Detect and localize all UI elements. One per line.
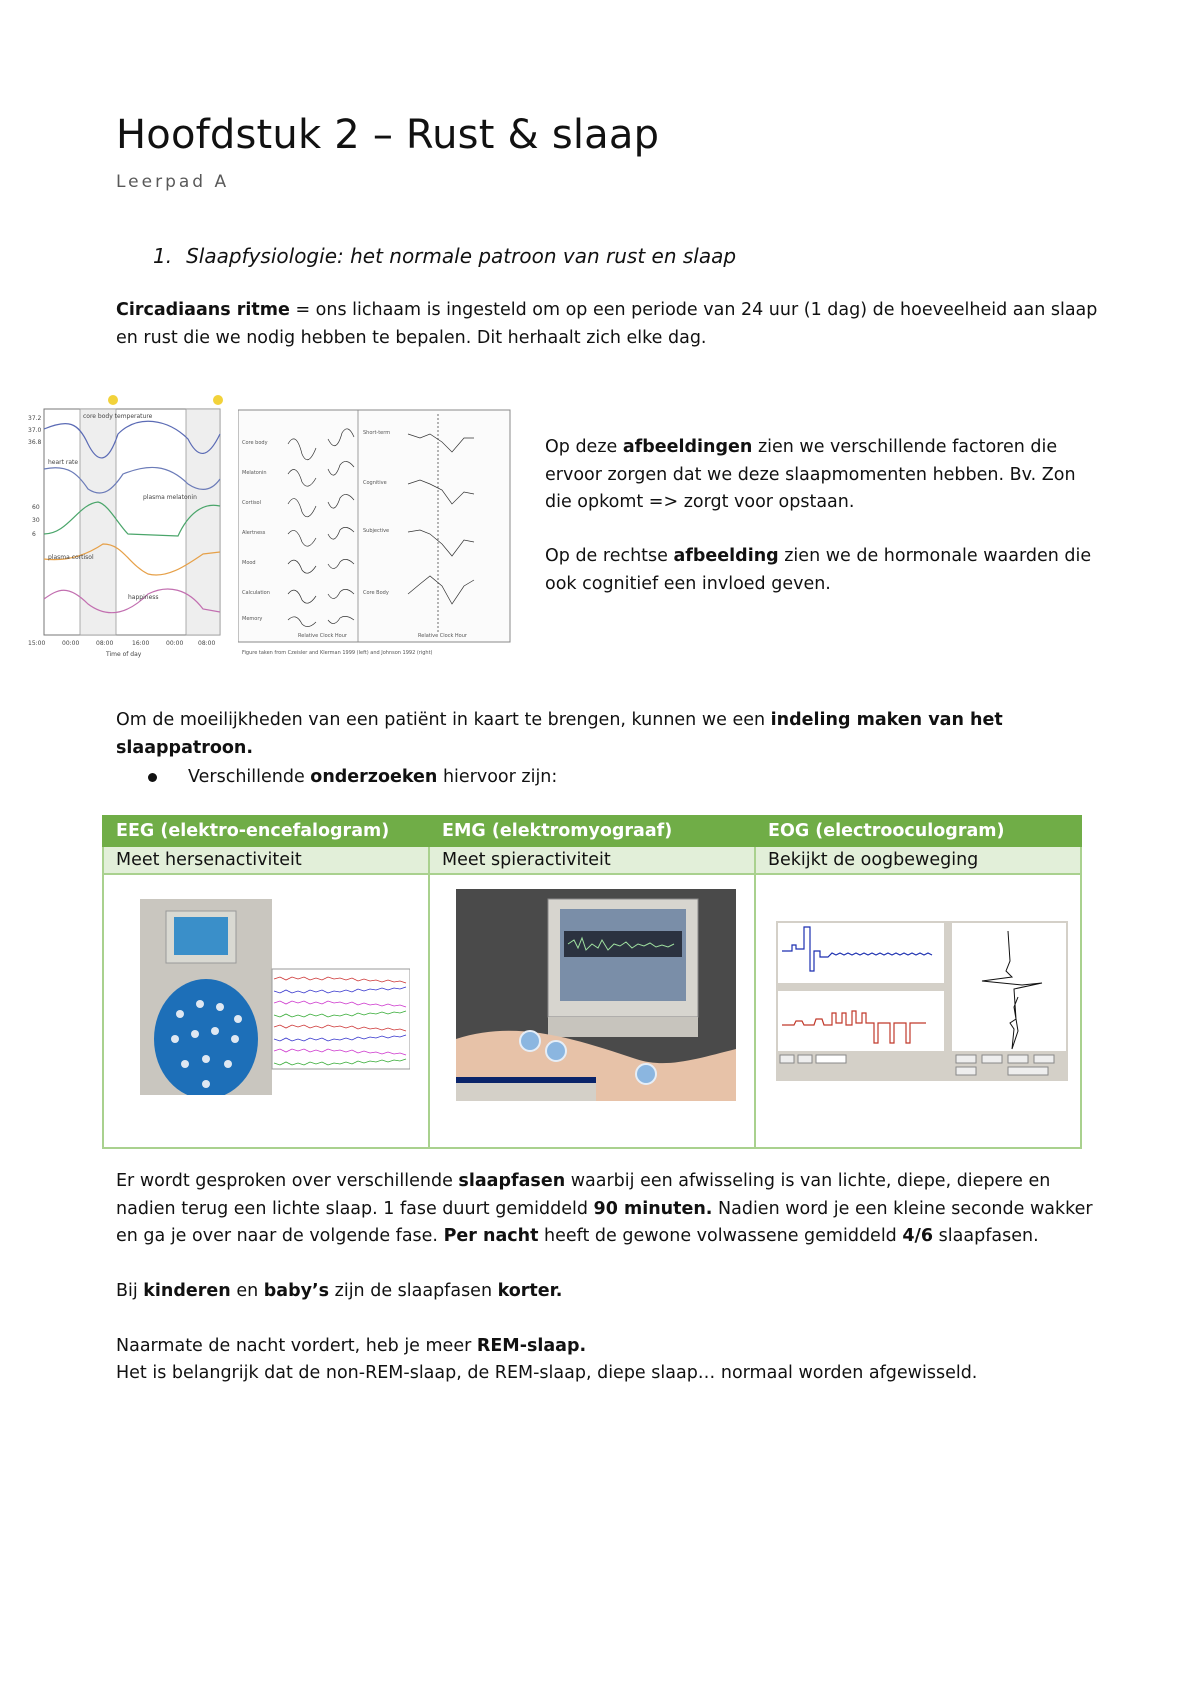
- table-cell-eeg-image: [103, 874, 429, 1148]
- svg-text:Memory: Memory: [242, 616, 263, 622]
- svg-text:60: 60: [32, 504, 40, 511]
- svg-text:Core body: Core body: [242, 440, 268, 446]
- svg-text:00:00: 00:00: [166, 640, 184, 647]
- svg-text:Core Body: Core Body: [363, 590, 389, 596]
- svg-text:Alertness: Alertness: [242, 530, 266, 536]
- table-header-eog: EOG (electrooculogram): [755, 816, 1081, 846]
- table-header-row: [103, 816, 1081, 846]
- eeg-photo: [140, 899, 410, 1095]
- svg-text:heart rate: heart rate: [48, 459, 79, 466]
- rem-line-2: Het is belangrijk dat de non-REM-slaap, de REM-slaap, diepe slaap… normaal worden afgewisseld.: [116, 1363, 978, 1383]
- table-cell-emg-image: [429, 874, 755, 1148]
- table-row: [103, 874, 1081, 1148]
- table-cell-emg-desc: Meet spieractiviteit: [429, 846, 755, 874]
- svg-text:30: 30: [32, 517, 40, 524]
- svg-text:Relative Clock Hour: Relative Clock Hour: [298, 633, 347, 639]
- svg-text:16:00: 16:00: [132, 640, 150, 647]
- svg-text:6: 6: [32, 531, 36, 538]
- svg-text:Time of day: Time of day: [106, 651, 142, 658]
- svg-text:37.0: 37.0: [28, 427, 42, 434]
- table-cell-eog-image: [755, 874, 1081, 1148]
- table-cell-eog-desc: Bekijkt de oogbeweging: [755, 846, 1081, 874]
- section-heading: [153, 244, 736, 268]
- section-title: Slaapfysiologie: het normale patroon van rust en slaap: [186, 244, 737, 268]
- bullet-icon: [148, 773, 157, 782]
- figure-caption-1: Op deze afbeeldingen zien we verschillende factoren die ervoor zorgen dat we deze slaapmomenten hebben. Bv. Zon die opkomt => zorgt voor opstaan.: [545, 437, 1076, 512]
- svg-text:Figure taken from Czeisler and: Figure taken from Czeisler and Klerman 1999 (left) and Johnson 1992 (right): [242, 650, 433, 656]
- svg-text:15:00: 15:00: [28, 640, 46, 647]
- page-title: Hoofdstuk 2 – Rust & slaap: [116, 112, 660, 158]
- table-row: [103, 846, 1081, 874]
- svg-text:Calculation: Calculation: [242, 590, 270, 596]
- intro-paragraph: [116, 297, 1106, 352]
- svg-text:plasma cortisol: plasma cortisol: [48, 554, 94, 561]
- svg-text:08:00: 08:00: [198, 640, 216, 647]
- svg-text:Short-term: Short-term: [363, 430, 391, 436]
- classification-paragraph: Om de moeilijkheden van een patiënt in kaart te brengen, kunnen we een indeling maken van het slaappatroon.: [116, 710, 1003, 758]
- section-number: 1.: [153, 244, 173, 268]
- hormonal-chart-image: [238, 384, 520, 659]
- eog-screenshot: [776, 921, 1068, 1081]
- svg-text:37.2: 37.2: [28, 415, 42, 422]
- exam-table: [102, 815, 1082, 1149]
- figure-caption-2: Op de rechtse afbeelding zien we de hormonale waarden die ook cognitief een invloed geven.: [545, 546, 1092, 594]
- table-header-eeg: EEG (elektro-encefalogram): [103, 816, 429, 846]
- svg-text:Mood: Mood: [242, 560, 256, 566]
- svg-text:Cortisol: Cortisol: [242, 500, 262, 506]
- circadian-chart-image: [28, 384, 223, 659]
- svg-text:00:00: 00:00: [62, 640, 80, 647]
- svg-text:Melatonin: Melatonin: [242, 470, 267, 476]
- rem-paragraph: Naarmate de nacht vordert, heb je meer REM-slaap.: [116, 1336, 587, 1356]
- intro-term: Circadiaans ritme: [116, 300, 290, 320]
- svg-text:36.8: 36.8: [28, 439, 42, 446]
- children-paragraph: Bij kinderen en baby’s zijn de slaapfasen korter.: [116, 1281, 563, 1301]
- table-header-emg: EMG (elektromyograaf): [429, 816, 755, 846]
- bullet-text: Verschillende onderzoeken hiervoor zijn:: [188, 767, 558, 787]
- sun-icon: [108, 395, 118, 405]
- emg-photo: [456, 889, 736, 1101]
- table-cell-eeg-desc: Meet hersenactiviteit: [103, 846, 429, 874]
- svg-text:happiness: happiness: [128, 594, 159, 601]
- intro-text: = ons lichaam is ingesteld om op een periode van 24 uur (1 dag) de hoeveelheid aan slaap en rust die we nodig hebben te bepalen. Dit herhaalt zich elke dag.: [116, 300, 1098, 348]
- sun-icon: [213, 395, 223, 405]
- svg-text:Cognitive: Cognitive: [363, 480, 387, 486]
- svg-text:Relative Clock Hour: Relative Clock Hour: [418, 633, 467, 639]
- sleep-phases-paragraph: Er wordt gesproken over verschillende slaapfasen waarbij een afwisseling is van lichte, diepe, diepere en nadien terug een lichte slaap. 1 fase duurt gemiddeld 90 minuten. Nadien word je een kleine seconde wakker en ga je over naar de volgende fase. Per nacht heeft de gewone volwassene gemiddeld 4/6 slaapfasen.: [116, 1171, 1093, 1246]
- svg-text:plasma melatonin: plasma melatonin: [143, 494, 197, 501]
- svg-text:Subjective: Subjective: [363, 528, 390, 534]
- svg-text:core body temperature: core body temperature: [83, 413, 153, 420]
- svg-text:08:00: 08:00: [96, 640, 114, 647]
- page-subtitle: Leerpad A: [116, 172, 230, 192]
